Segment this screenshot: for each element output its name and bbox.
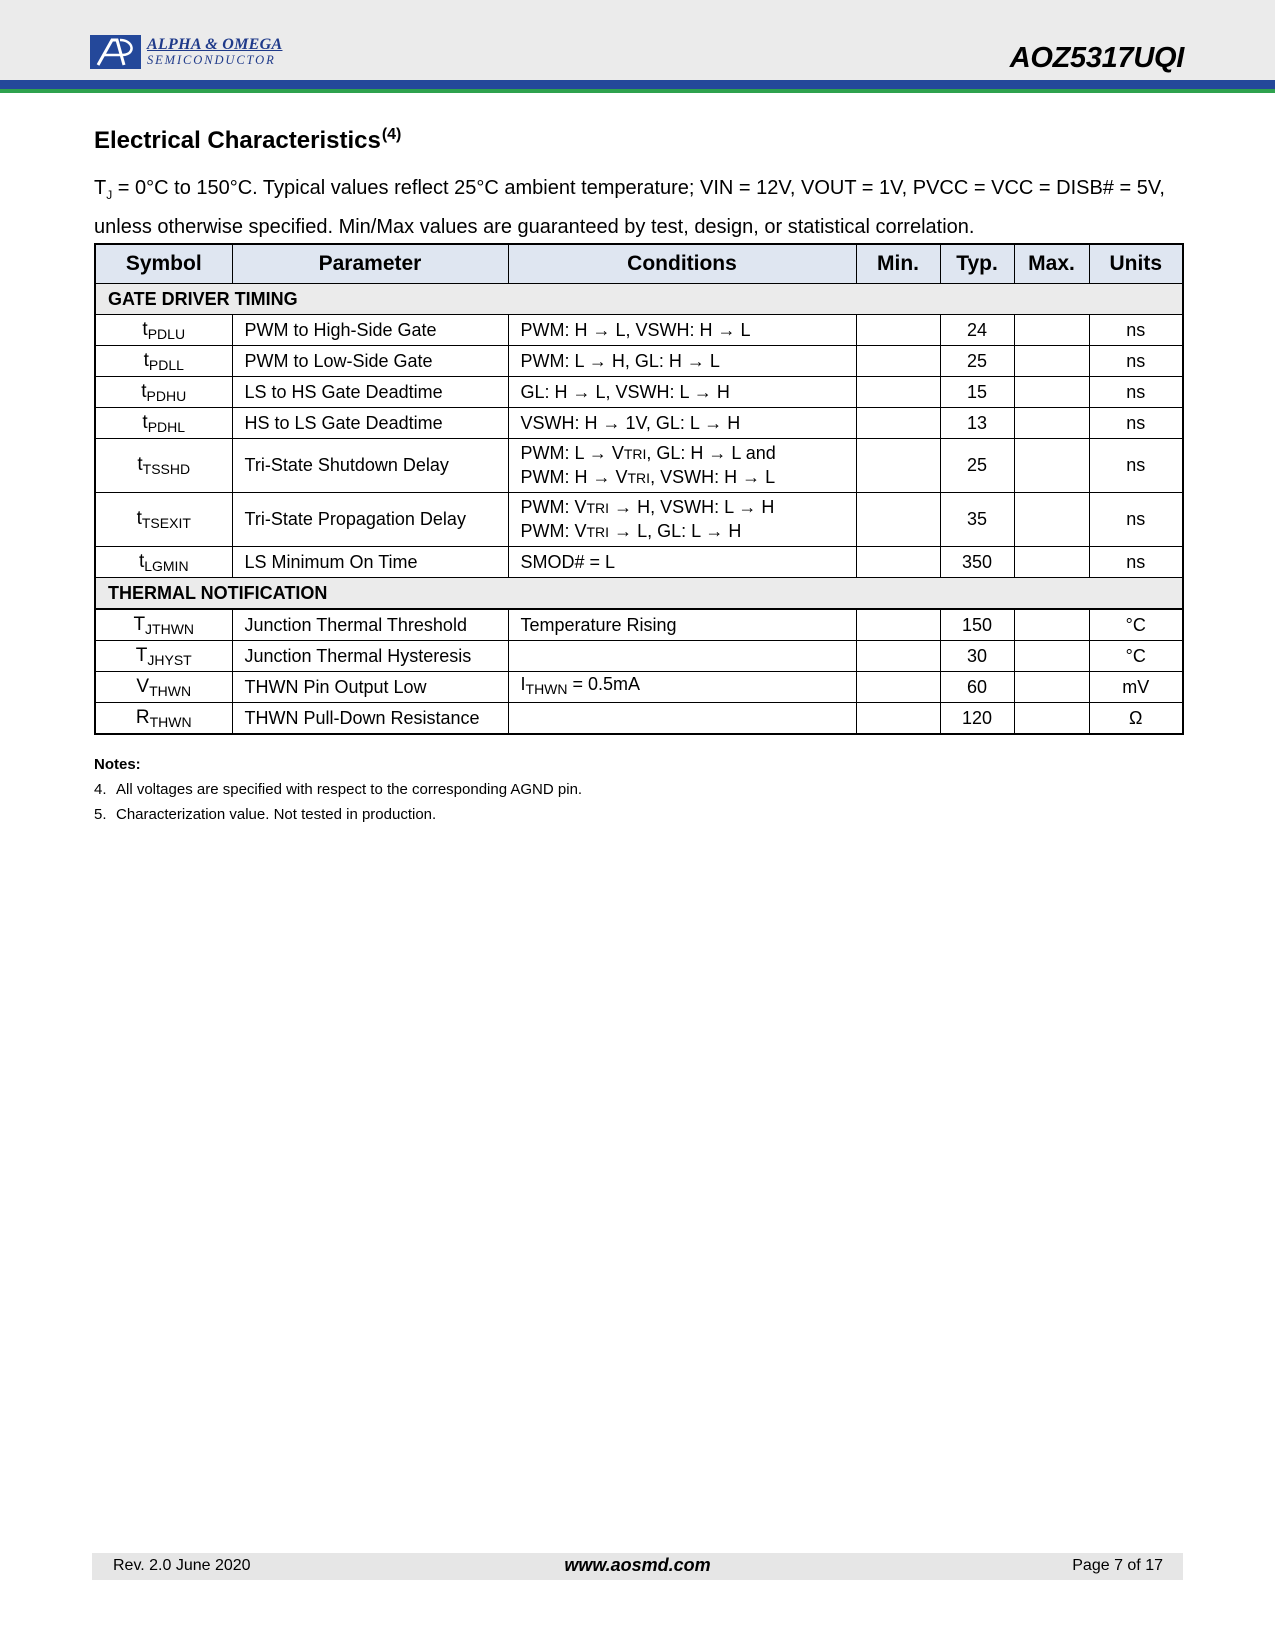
typ-cell: 35	[940, 493, 1014, 547]
col-header-conditions: Conditions	[508, 244, 856, 284]
header-blue-bar	[0, 80, 1275, 89]
conditions-cell: GL: H → L, VSWH: L → H	[508, 377, 856, 408]
min-cell	[856, 439, 940, 493]
min-cell	[856, 493, 940, 547]
col-header-typ: Typ.	[940, 244, 1014, 284]
min-cell	[856, 346, 940, 377]
typ-cell: 120	[940, 703, 1014, 735]
units-cell: ns	[1089, 377, 1183, 408]
conditions-cell: Temperature Rising	[508, 609, 856, 641]
conditions-cell: PWM: L → H, GL: H → L	[508, 346, 856, 377]
tj-symbol: T	[94, 177, 107, 199]
conditions-cell: VSWH: H → 1V, GL: L → H	[508, 408, 856, 439]
max-cell	[1014, 377, 1089, 408]
parameter-cell: THWN Pin Output Low	[232, 672, 508, 703]
units-cell: °C	[1089, 641, 1183, 672]
max-cell	[1014, 408, 1089, 439]
table-row	[95, 641, 1183, 672]
table-row	[95, 672, 1183, 703]
max-cell	[1014, 493, 1089, 547]
conditions-cell: $I_{THWN} = 0.5mA$	[508, 672, 856, 703]
section-row	[95, 578, 1183, 610]
symbol-cell: $t_{PDHU}$	[95, 377, 232, 408]
units-cell: ns	[1089, 547, 1183, 578]
max-cell	[1014, 609, 1089, 641]
conditions-cell: PWM: L → VTRI, GL: H → L and PWM: H → VTRI, VSWH: H → L	[508, 439, 856, 493]
parameter-cell: Junction Thermal Threshold	[232, 609, 508, 641]
typ-cell: 30	[940, 641, 1014, 672]
units-cell: Ω	[1089, 703, 1183, 735]
max-cell	[1014, 439, 1089, 493]
table-row	[95, 346, 1183, 377]
max-cell	[1014, 672, 1089, 703]
min-cell	[856, 703, 940, 735]
units-cell: ns	[1089, 408, 1183, 439]
min-cell	[856, 672, 940, 703]
intro-text: = 0°C to 150°C. Typical values reflect 25°C ambient temperature; VIN = 12V, VOUT = 1V, PVCC = VCC = DISB# = 5V, unless otherwise specified. Min/Max values are guaranteed by test, design, or statistical correlation.	[94, 177, 1165, 238]
part-number: AOZ5317UQI	[1009, 42, 1184, 74]
table-row	[95, 408, 1183, 439]
col-header-max: Max.	[1014, 244, 1089, 284]
max-cell	[1014, 641, 1089, 672]
table-row	[95, 377, 1183, 408]
conditions-cell	[508, 641, 856, 672]
conditions-cell: PWM: VTRI → H, VSWH: L → H PWM: VTRI → L, GL: L → H	[508, 493, 856, 547]
table-row	[95, 703, 1183, 735]
min-cell	[856, 315, 940, 346]
parameter-cell: Tri-State Shutdown Delay	[232, 439, 508, 493]
units-cell: °C	[1089, 609, 1183, 641]
typ-cell: 25	[940, 346, 1014, 377]
section-thermal-notification: THERMAL NOTIFICATION	[95, 578, 1183, 610]
conditions-cell: PWM: H → L, VSWH: H → L	[508, 315, 856, 346]
symbol-cell: $t_{TSSHD}$	[95, 439, 232, 493]
typ-cell: 350	[940, 547, 1014, 578]
units-cell: ns	[1089, 439, 1183, 493]
electrical-characteristics-table	[94, 243, 1184, 735]
notes-section	[94, 756, 582, 823]
note-item: 5. Characterization value. Not tested in production.	[94, 806, 437, 823]
typ-cell: 24	[940, 315, 1014, 346]
company-logo	[90, 34, 282, 70]
units-cell: ns	[1089, 346, 1183, 377]
tj-subscript: J	[106, 188, 113, 202]
col-header-parameter: Parameter	[232, 244, 508, 284]
header-green-bar	[0, 89, 1275, 93]
typ-cell: 15	[940, 377, 1014, 408]
title-text: Electrical Characteristics	[94, 127, 381, 154]
logo-name: ALPHA & OMEGA	[147, 36, 283, 54]
section-row	[95, 284, 1183, 315]
col-header-min: Min.	[856, 244, 940, 284]
parameter-cell: Tri-State Propagation Delay	[232, 493, 508, 547]
page-title	[94, 126, 401, 155]
parameter-cell: THWN Pull-Down Resistance	[232, 703, 508, 735]
parameter-cell: PWM to High-Side Gate	[232, 315, 508, 346]
parameter-cell: LS Minimum On Time	[232, 547, 508, 578]
min-cell	[856, 377, 940, 408]
symbol-cell: $T_{JTHWN}$	[95, 609, 232, 641]
max-cell	[1014, 547, 1089, 578]
symbol-cell: $T_{JHYST}$	[95, 641, 232, 672]
symbol-cell: $t_{PDHL}$	[95, 408, 232, 439]
parameter-cell: Junction Thermal Hysteresis	[232, 641, 508, 672]
table-row	[95, 609, 1183, 641]
table-header-row	[95, 244, 1183, 284]
parameter-cell: PWM to Low-Side Gate	[232, 346, 508, 377]
page-number: Page 7 of 17	[1072, 1557, 1163, 1574]
min-cell	[856, 408, 940, 439]
min-cell	[856, 547, 940, 578]
max-cell	[1014, 315, 1089, 346]
table-row	[95, 439, 1183, 493]
units-cell: mV	[1089, 672, 1183, 703]
website-link[interactable]: www.aosmd.com	[564, 1555, 711, 1575]
revision-label: Rev. 2.0 June 2020	[113, 1557, 251, 1574]
typ-cell: 60	[940, 672, 1014, 703]
parameter-cell: LS to HS Gate Deadtime	[232, 377, 508, 408]
symbol-cell: $t_{PDLU}$	[95, 315, 232, 346]
units-cell: ns	[1089, 493, 1183, 547]
typ-cell: 25	[940, 439, 1014, 493]
table-row	[95, 493, 1183, 547]
symbol-cell: $t_{TSEXIT}$	[95, 493, 232, 547]
table-row	[95, 547, 1183, 578]
max-cell	[1014, 703, 1089, 735]
min-cell	[856, 641, 940, 672]
min-cell	[856, 609, 940, 641]
typ-cell: 150	[940, 609, 1014, 641]
units-cell: ns	[1089, 315, 1183, 346]
table-row	[95, 315, 1183, 346]
logo-subname: SEMICONDUCTOR	[147, 53, 276, 68]
section-gate-driver-timing: GATE DRIVER TIMING	[95, 284, 1183, 315]
note-item: 4. All voltages are specified with respect to the corresponding AGND pin.	[94, 781, 583, 798]
max-cell	[1014, 346, 1089, 377]
conditions-cell: SMOD# = L	[508, 547, 856, 578]
col-header-units: Units	[1089, 244, 1183, 284]
intro-paragraph	[94, 172, 1184, 243]
notes-label: Notes:	[94, 756, 141, 773]
symbol-cell: $t_{PDLL}$	[95, 346, 232, 377]
parameter-cell: HS to LS Gate Deadtime	[232, 408, 508, 439]
typ-cell: 13	[940, 408, 1014, 439]
conditions-cell	[508, 703, 856, 735]
aos-logo-icon	[90, 35, 141, 69]
symbol-cell: $R_{THWN}$	[95, 703, 232, 735]
title-note-ref: (4)	[381, 126, 402, 143]
symbol-cell: $t_{LGMIN}$	[95, 547, 232, 578]
symbol-cell: $V_{THWN}$	[95, 672, 232, 703]
page-footer	[92, 1553, 1183, 1580]
col-header-symbol: Symbol	[95, 244, 232, 284]
